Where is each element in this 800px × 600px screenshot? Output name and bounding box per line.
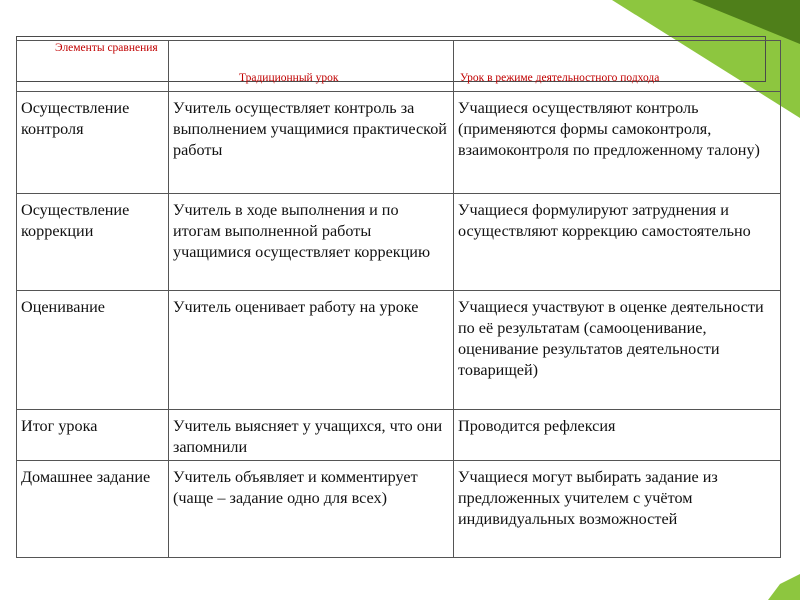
cell-element: Осуществление контроля: [17, 92, 169, 194]
table-row: [17, 410, 781, 461]
cell-activity: Учащиеся осуществляют контроль (применяются формы самоконтроля, взаимоконтроля по предложенному талону): [454, 92, 781, 194]
header-traditional: Традиционный урок: [169, 41, 454, 92]
cell-activity: Проводится рефлексия: [454, 410, 781, 461]
cell-traditional: Учитель выясняет у учащихся, что они запомнили: [169, 410, 454, 461]
table-row: [17, 92, 781, 194]
table-header-row: [17, 41, 781, 92]
cell-element: Оценивание: [17, 291, 169, 410]
comparison-table: [16, 40, 781, 558]
cell-element: Итог урока: [17, 410, 169, 461]
cell-element: Домашнее задание: [17, 461, 169, 558]
comparison-table-container: [16, 40, 780, 558]
header-activity: Урок в режиме деятельностного подхода: [454, 41, 781, 92]
table-row: [17, 194, 781, 291]
cell-traditional: Учитель осуществляет контроль за выполнением учащимися практической работы: [169, 92, 454, 194]
table-row: [17, 291, 781, 410]
cell-element: Осуществление коррекции: [17, 194, 169, 291]
cell-traditional: Учитель в ходе выполнения и по итогам выполненной работы учащимися осуществляет коррекцию: [169, 194, 454, 291]
cell-traditional: Учитель оценивает работу на уроке: [169, 291, 454, 410]
cell-activity: Учащиеся могут выбирать задание из предложенных учителем с учётом индивидуальных возможностей: [454, 461, 781, 558]
cell-activity: Учащиеся участвуют в оценке деятельности по её результатам (самооценивание, оценивание результатов деятельности товарищей): [454, 291, 781, 410]
cell-activity: Учащиеся формулируют затруднения и осуществляют коррекцию самостоятельно: [454, 194, 781, 291]
table-row: [17, 461, 781, 558]
cell-traditional: Учитель объявляет и комментирует (чаще – задание одно для всех): [169, 461, 454, 558]
header-elements: Элементы сравнения: [17, 41, 169, 92]
